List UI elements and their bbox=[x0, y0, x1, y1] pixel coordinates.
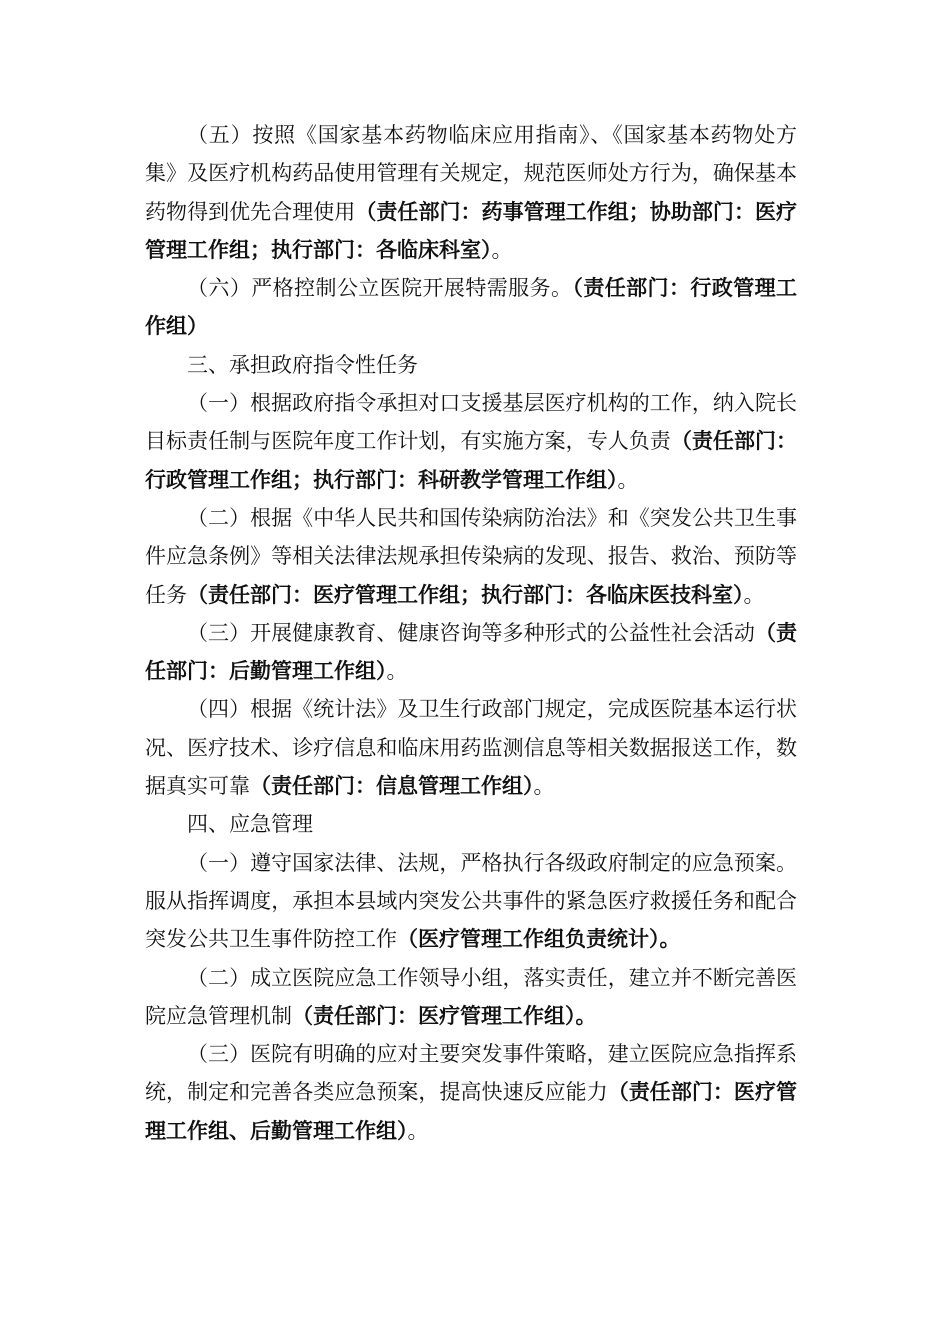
responsibility-note: （责任部门：药事管理工作组；协助部门：医疗管理工作组；执行部门：各临床科室） bbox=[145, 199, 798, 262]
section3-item-4 bbox=[145, 690, 797, 805]
section-heading-4: 四、应急管理 bbox=[187, 812, 313, 837]
section-heading-3: 三、承担政府指令性任务 bbox=[187, 352, 418, 377]
responsibility-note: （责任部门：行政管理工作组；执行部门：科研教学管理工作组） bbox=[145, 429, 798, 492]
paragraph-text: （三）医院有明确的应对主要突发事件策略，建立医院应急指挥系统，制定和完善各类应急预案，提高快速反应能力 bbox=[145, 1042, 797, 1105]
section3-item-2 bbox=[145, 499, 797, 614]
paragraph-text: （一）根据政府指令承担对口支援基层医疗机构的工作，纳入院长目标责任制与医院年度工作计划，有实施方案，专人负责 bbox=[145, 391, 797, 454]
paragraph-tail: 。 bbox=[491, 237, 513, 262]
paragraph-text: （六）严格控制公立医院开展特需服务。 bbox=[187, 276, 573, 301]
section4-item-1 bbox=[145, 844, 797, 959]
responsibility-note: （责任部门：行政管理工作组） bbox=[145, 276, 798, 339]
paragraph-text: （四）根据《统计法》及卫生行政部门规定，完成医院基本运行状况、医疗技术、诊疗信息和临床用药监测信息等相关数据报送工作，数据真实可靠 bbox=[145, 697, 797, 799]
paragraph-6 bbox=[145, 269, 797, 346]
responsibility-note: （责任部门：医疗管理工作组；执行部门：各临床医技科室） bbox=[187, 582, 744, 607]
section3-item-3 bbox=[145, 614, 797, 691]
section3-item-1 bbox=[145, 384, 797, 499]
responsibility-note: （医疗管理工作组负责统计）。 bbox=[397, 927, 681, 952]
document-page bbox=[145, 116, 797, 1150]
section4-item-3 bbox=[145, 1035, 797, 1150]
paragraph-tail: 。 bbox=[617, 467, 639, 492]
responsibility-note: （责任部门：后勤管理工作组） bbox=[145, 620, 798, 684]
paragraph-5 bbox=[145, 116, 797, 269]
paragraph-text: （二）成立医院应急工作领导小组，落实责任，建立并不断完善医院应急管理机制 bbox=[145, 965, 797, 1028]
paragraph-tail: 。 bbox=[533, 774, 555, 799]
paragraph-text: （五）按照《国家基本药物临床应用指南》、《国家基本药物处方集》及医疗机构药品使用管理有关规定，规范医师处方行为，确保基本药物得到优先合理使用 bbox=[145, 123, 797, 224]
responsibility-note: （责任部门：医疗管理工作组、后勤管理工作组） bbox=[145, 1080, 798, 1143]
paragraph-text: （二）根据《中华人民共和国传染病防治法》和《突发公共卫生事件应急条例》等相关法律法规承担传染病的发现、报告、救治、预防等任务 bbox=[145, 505, 797, 607]
responsibility-note: （责任部门：医疗管理工作组）。 bbox=[292, 1003, 597, 1028]
paragraph-text: （三）开展健康教育、健康咨询等多种形式的公益性社会活动 bbox=[187, 620, 755, 645]
paragraph-tail: 。 bbox=[407, 1118, 429, 1143]
paragraph-text: （一）遵守国家法律、法规，严格执行各级政府制定的应急预案。服从指挥调度，承担本县域内突发公共事件的紧急医疗救援任务和配合突发公共卫生事件防控工作 bbox=[145, 850, 797, 952]
paragraph-tail: 。 bbox=[386, 659, 408, 684]
paragraph-tail: 。 bbox=[743, 582, 765, 607]
responsibility-note: （责任部门：信息管理工作组） bbox=[250, 774, 534, 799]
section4-item-2 bbox=[145, 959, 797, 1036]
